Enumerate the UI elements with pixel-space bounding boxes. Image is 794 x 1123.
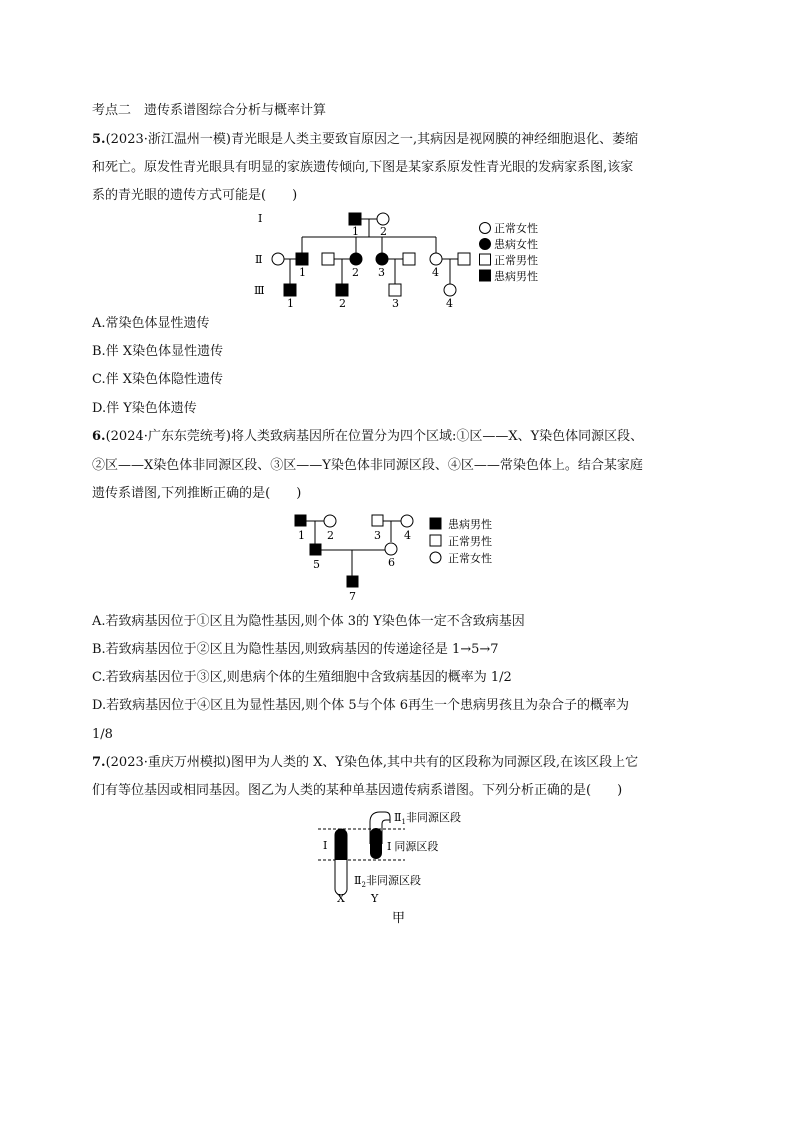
q6-line3: 遗传系谱图,下列推断正确的是( ) bbox=[92, 486, 302, 501]
q6-option-d-cont: 1/8 bbox=[92, 727, 113, 742]
q5-line3: 系的青光眼的遗传方式可能是( ) bbox=[92, 188, 298, 203]
section-title: 考点二 遗传系谱图综合分析与概率计算 bbox=[92, 103, 327, 118]
q6-source: (2024·广东东莞统考) bbox=[105, 429, 231, 444]
num-6-3: 3 bbox=[374, 529, 381, 542]
pedigree-II-spouse-2-normal-male bbox=[322, 253, 334, 265]
pedigree-I2-normal-female bbox=[377, 213, 389, 225]
region-II1-label bbox=[394, 810, 461, 826]
num-III1: 1 bbox=[287, 297, 294, 310]
region-II1-numeral: Ⅱ bbox=[394, 811, 402, 824]
legend-normal-male-icon bbox=[430, 535, 441, 546]
pedigree-I1-affected-male bbox=[349, 213, 361, 225]
region-II2-text: 非同源区段 bbox=[365, 874, 421, 887]
num-II1: 1 bbox=[299, 266, 306, 279]
region-I-numeral: Ⅰ bbox=[387, 840, 392, 853]
q6-stem-1: 将人类致病基因所在位置分为四个区域:①区——X、Y染色体同源区段、 bbox=[230, 429, 644, 444]
num-II2: 2 bbox=[352, 266, 359, 279]
legend-normal-male: 正常男性 bbox=[494, 254, 538, 267]
q6-number: 6. bbox=[92, 429, 106, 444]
num-III3: 3 bbox=[392, 297, 399, 310]
y-homologous-region bbox=[370, 828, 382, 859]
q5-option-b: B.伴 X染色体显性遗传 bbox=[92, 344, 224, 359]
num-6-6: 6 bbox=[388, 556, 395, 569]
legend-normal-male: 正常男性 bbox=[448, 535, 492, 548]
pedigree-II2-affected-female bbox=[350, 253, 362, 265]
q7-number: 7. bbox=[92, 755, 106, 770]
legend-affected-female: 患病女性 bbox=[494, 238, 538, 251]
q7-chromosome-figure bbox=[310, 804, 490, 924]
pedigree-II4-normal-female bbox=[430, 253, 442, 265]
legend-normal-female: 正常女性 bbox=[448, 552, 492, 565]
gen-label-I: Ⅰ bbox=[258, 212, 263, 225]
pedigree-II-spouse-4-normal-male bbox=[458, 253, 470, 265]
legend-normal-female-icon bbox=[480, 223, 491, 234]
num-II3: 3 bbox=[378, 266, 385, 279]
q6-option-b: B.若致病基因位于②区且为隐性基因,则致病基因的传递途径是 1→5→7 bbox=[92, 642, 499, 657]
y-label: Y bbox=[371, 892, 379, 905]
pedigree-6-2-normal-female bbox=[324, 515, 336, 527]
q5-source: (2023·浙江温州一模) bbox=[105, 132, 231, 147]
q5-pedigree bbox=[250, 208, 550, 312]
num-I1: 1 bbox=[352, 225, 359, 238]
q7-stem-1: 图甲为人类的 X、Y染色体,其中共有的区段称为同源区段,在该区段上它 bbox=[230, 755, 639, 770]
pedigree-II3-affected-female bbox=[376, 253, 388, 265]
pedigree-6-5-affected-male bbox=[310, 544, 321, 555]
pedigree-II-spouse-1-normal-female bbox=[272, 253, 284, 265]
legend-normal-male-icon bbox=[480, 254, 491, 265]
q7-source: (2023·重庆万州模拟) bbox=[105, 755, 231, 770]
legend-normal-female-icon bbox=[430, 552, 441, 563]
q6-line2: ②区——X染色体非同源区段、③区——Y染色体非同源区段、④区——常染色体上。结合某家庭 bbox=[92, 458, 643, 473]
region-II2-sub: 2 bbox=[361, 881, 366, 889]
q5-line2: 和死亡。原发性青光眼具有明显的家族遗传倾向,下图是某家系原发性青光眼的发病家系图,该家 bbox=[92, 160, 634, 175]
q5-line1 bbox=[92, 132, 638, 148]
region-I-label bbox=[387, 840, 438, 853]
q6-line1 bbox=[92, 429, 643, 445]
pedigree-II-spouse-3-normal-male bbox=[403, 253, 415, 265]
region-II1-sub: 1 bbox=[401, 818, 406, 826]
q6-pedigree bbox=[290, 510, 510, 602]
q6-option-d: D.若致病基因位于④区且为显性基因,则个体 5与个体 6再生一个患病男孩且为杂合子的概率为 bbox=[92, 698, 630, 713]
q5-option-a: A.常染色体显性遗传 bbox=[92, 316, 210, 331]
q5-number: 5. bbox=[92, 132, 106, 147]
num-6-4: 4 bbox=[404, 529, 411, 542]
num-6-1: 1 bbox=[298, 529, 305, 542]
legend-affected-female-icon bbox=[480, 239, 491, 250]
figure-caption: 甲 bbox=[392, 911, 406, 924]
q5-option-d: D.伴 Y染色体遗传 bbox=[92, 401, 197, 416]
q7-line2: 们有等位基因或相同基因。图乙为人类的某种单基因遗传病系谱图。下列分析正确的是( ) bbox=[92, 783, 623, 798]
region-II2-label bbox=[354, 873, 421, 889]
pedigree-III3-normal-male bbox=[389, 284, 401, 296]
gen-label-II: Ⅱ bbox=[255, 253, 263, 266]
x-label: X bbox=[337, 892, 345, 905]
legend-affected-male-icon bbox=[430, 518, 441, 529]
num-III4: 4 bbox=[446, 297, 453, 310]
num-II4: 4 bbox=[432, 266, 439, 279]
region-II2-numeral: Ⅱ bbox=[354, 874, 362, 887]
legend-affected-male: 患病男性 bbox=[448, 518, 492, 531]
q5-stem-1: 青光眼是人类主要致盲原因之一,其病因是视网膜的神经细胞退化、萎缩 bbox=[230, 132, 639, 147]
num-6-2: 2 bbox=[327, 529, 334, 542]
q6-option-a: A.若致病基因位于①区且为隐性基因,则个体 3的 Y染色体一定不含致病基因 bbox=[92, 614, 525, 629]
pedigree-6-7-affected-male bbox=[347, 576, 358, 587]
num-6-5: 5 bbox=[313, 558, 320, 571]
pedigree-II1-affected-male bbox=[296, 253, 308, 265]
q5-option-c: C.伴 X染色体隐性遗传 bbox=[92, 372, 224, 387]
gen-label-III: Ⅲ bbox=[254, 284, 265, 297]
pedigree-6-1-affected-male bbox=[295, 515, 306, 526]
left-region-label: Ⅰ bbox=[323, 839, 328, 852]
pedigree-III2-affected-male bbox=[336, 284, 348, 296]
pedigree-6-6-normal-female bbox=[385, 543, 397, 555]
legend-affected-male: 患病男性 bbox=[494, 270, 538, 283]
pedigree-6-4-normal-female bbox=[401, 515, 413, 527]
region-II1-text: 非同源区段 bbox=[405, 811, 461, 824]
num-6-7: 7 bbox=[349, 590, 356, 602]
region-I-text: 同源区段 bbox=[394, 840, 439, 853]
legend-affected-male-icon bbox=[480, 270, 491, 281]
pedigree-III4-normal-female bbox=[444, 284, 456, 296]
legend-normal-female: 正常女性 bbox=[494, 222, 538, 235]
pedigree-III1-affected-male bbox=[284, 284, 296, 296]
pedigree-6-3-normal-male bbox=[372, 515, 383, 526]
x-homologous-fill bbox=[335, 842, 347, 860]
num-I2: 2 bbox=[380, 225, 387, 238]
num-III2: 2 bbox=[339, 297, 346, 310]
q7-line1 bbox=[92, 755, 638, 771]
q6-option-c: C.若致病基因位于③区,则患病个体的生殖细胞中含致病基因的概率为 1/2 bbox=[92, 670, 512, 685]
